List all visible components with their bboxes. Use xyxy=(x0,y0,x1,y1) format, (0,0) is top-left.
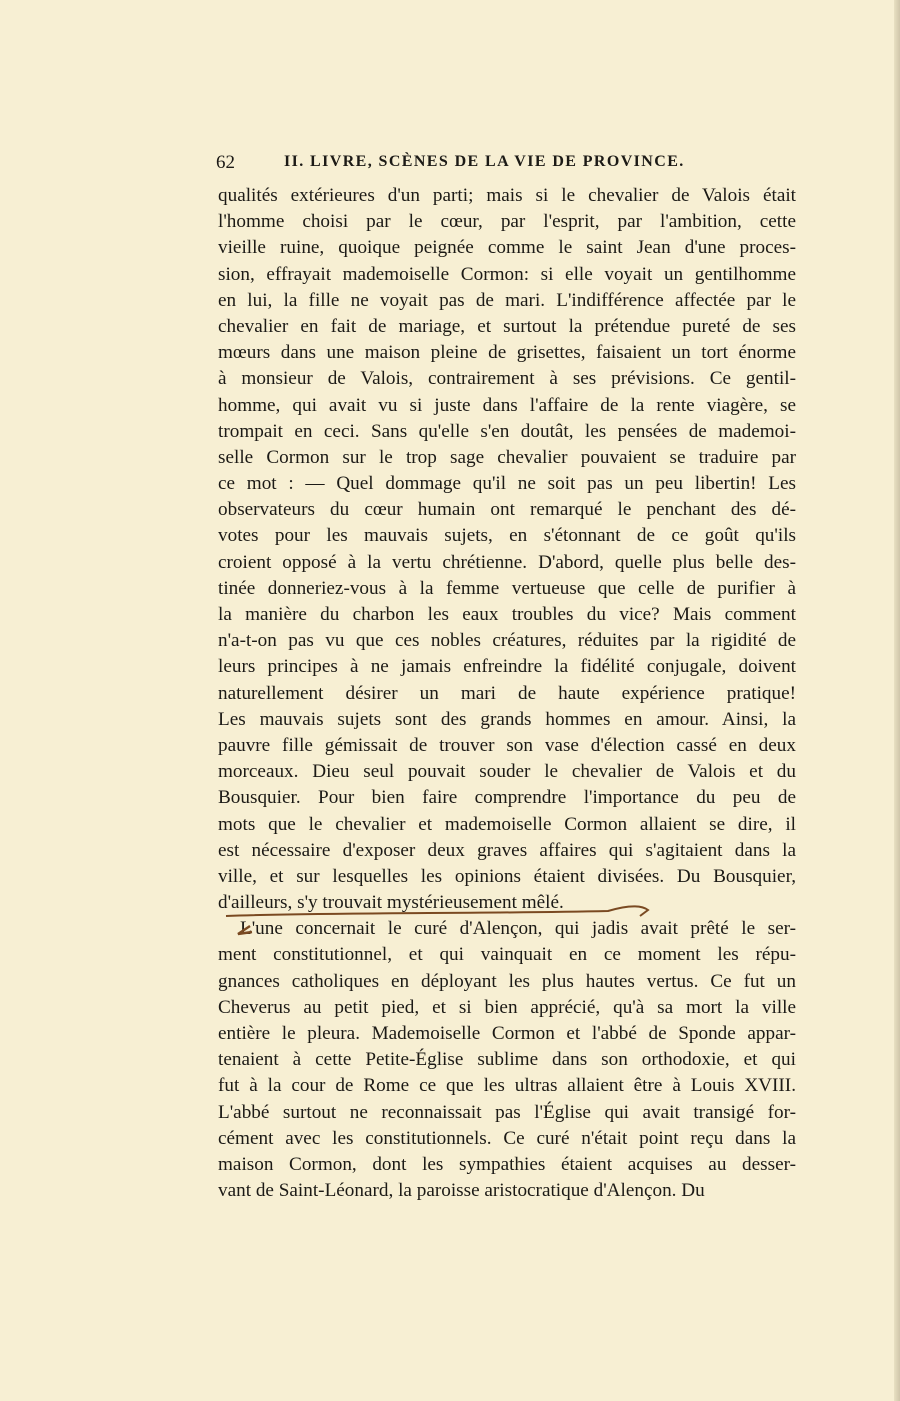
text-line: tenaient à cette Petite-Église sublime dans son orthodoxie, et qui xyxy=(218,1049,796,1071)
text-line: observateurs du cœur humain ont remarqué le penchant des dé- xyxy=(218,499,796,521)
text-line: morceaux. Dieu seul pouvait souder le chevalier de Valois et du xyxy=(218,761,796,783)
page-edge-shadow xyxy=(894,0,900,1401)
page-number: 62 xyxy=(216,152,235,173)
running-title: II. LIVRE, SCÈNES DE LA VIE DE PROVINCE. xyxy=(284,153,685,170)
text-line: gnances catholiques en déployant les plus hautes vertus. Ce fut un xyxy=(218,970,796,992)
text-line: en lui, la fille ne voyait pas de mari. L'indifférence affectée par le xyxy=(218,289,796,311)
text-line: n'a-t-on pas vu que ces nobles créatures, réduites par la rigidité de xyxy=(218,630,796,652)
text-line: maison Cormon, dont les sympathies étaient acquises au desser- xyxy=(218,1153,796,1175)
text-line: mots que le chevalier et mademoiselle Cormon allaient se dire, il xyxy=(218,813,796,835)
text-line: Bousquier. Pour bien faire comprendre l'importance du peu de xyxy=(218,787,796,809)
text-line: ville, et sur lesquelles les opinions étaient divisées. Du Bousquier, xyxy=(218,865,796,887)
text-line: leurs principes à ne jamais enfreindre la fidélité conjugale, doivent xyxy=(218,656,796,678)
text-line: qualités extérieures d'un parti; mais si le chevalier de Valois était xyxy=(218,185,796,206)
text-line: sion, effrayait mademoiselle Cormon: si elle voyait un gentilhomme xyxy=(218,263,796,285)
text-line: croient opposé à la vertu chrétienne. D'abord, quelle plus belle des- xyxy=(218,551,796,573)
text-line: mœurs dans une maison pleine de grisettes, faisaient un tort énorme xyxy=(218,342,796,364)
text-line: votes pour les mauvais sujets, en s'étonnant de ce goût qu'ils xyxy=(218,525,796,547)
text-line: d'ailleurs, s'y trouvait mystérieusement mêlé. xyxy=(218,892,564,914)
text-line: naturellement désirer un mari de haute expérience pratique! xyxy=(218,682,796,704)
text-line: homme, qui avait vu si juste dans l'affaire de la rente viagère, se xyxy=(218,394,796,416)
text-line: pauvre fille gémissait de trouver son vase d'élection cassé en deux xyxy=(218,734,796,756)
text-line: Les mauvais sujets sont des grands hommes en amour. Ainsi, la xyxy=(218,708,796,730)
text-line: trompait en ceci. Sans qu'elle s'en doutât, les pensées de mademoi- xyxy=(218,420,796,442)
text-line: fut à la cour de Rome ce que les ultras allaient être à Louis XVIII. xyxy=(218,1075,796,1097)
text-line: chevalier en fait de mariage, et surtout la prétendue pureté de ses xyxy=(218,315,796,337)
text-line: Cheverus au petit pied, et si bien apprécié, qu'à sa mort la ville xyxy=(218,996,796,1018)
text-line: à monsieur de Valois, contrairement à ses prévisions. Ce gentil- xyxy=(218,368,796,390)
text-line: cément avec les constitutionnels. Ce curé n'était point reçu dans la xyxy=(218,1127,796,1149)
text-line: L'une concernait le curé d'Alençon, qui jadis avait prêté le ser- xyxy=(240,918,796,940)
text-line: est nécessaire d'exposer deux graves affaires qui s'agitaient dans la xyxy=(218,839,796,861)
page-body-text xyxy=(218,183,796,1204)
text-line: la manière du charbon les eaux troubles du vice? Mais comment xyxy=(218,604,796,625)
text-line: l'homme choisi par le cœur, par l'esprit, par l'ambition, cette xyxy=(218,211,796,233)
text-line: ce mot : — Quel dommage qu'il ne soit pas un peu libertin! Les xyxy=(218,473,796,495)
text-line: selle Cormon sur le trop sage chevalier pouvaient se traduire par xyxy=(218,446,796,468)
text-line: L'abbé surtout ne reconnaissait pas l'Église qui avait transigé for- xyxy=(218,1101,796,1123)
running-header xyxy=(216,152,796,178)
text-line: vieille ruine, quoique peignée comme le saint Jean d'une proces- xyxy=(218,237,796,259)
text-line: entière le pleura. Mademoiselle Cormon et l'abbé de Sponde appar- xyxy=(218,1023,796,1044)
text-line: tinée donneriez-vous à la femme vertueuse que celle de purifier à xyxy=(218,577,796,599)
text-line: vant de Saint-Léonard, la paroisse aristocratique d'Alençon. Du xyxy=(218,1180,705,1202)
text-line: ment constitutionnel, et qui vainquait en ce moment les répu- xyxy=(218,944,796,966)
